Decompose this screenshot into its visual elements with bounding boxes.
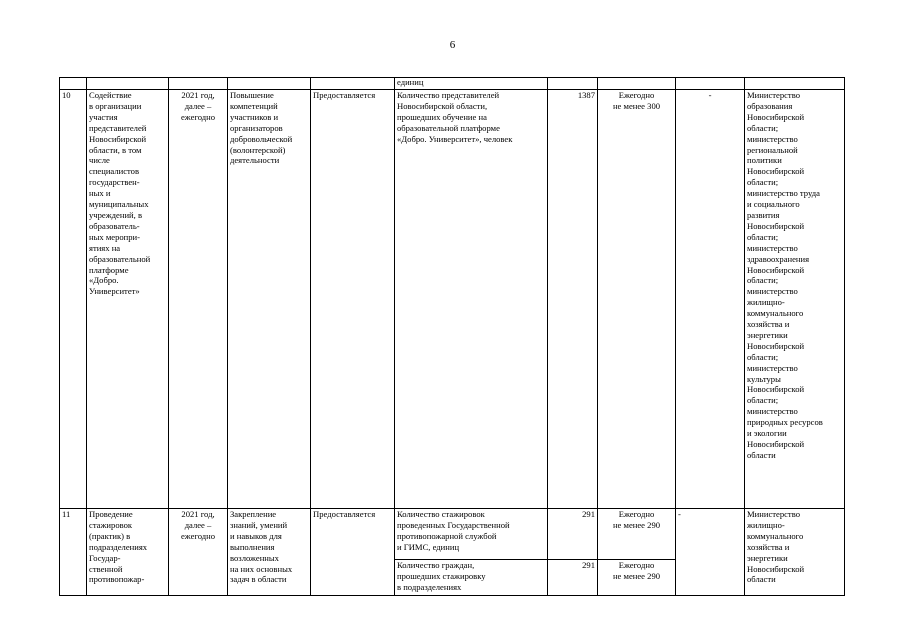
- cell-status: [311, 78, 395, 90]
- row-number: 11: [60, 509, 87, 596]
- carryover-text: единиц: [397, 77, 424, 87]
- measures-table: [59, 77, 845, 596]
- event-status: Предоставляется: [311, 509, 395, 596]
- indicator-plan: Ежегодно не менее 290: [598, 509, 676, 560]
- indicator-plan: Ежегодно не менее 300: [598, 90, 676, 509]
- page-number: 6: [449, 39, 456, 51]
- cell-executors: [745, 78, 845, 90]
- table-row-10: [60, 90, 845, 509]
- cell-value: [548, 78, 598, 90]
- indicator-name-2: Количество граждан, прошедших стажировку в подразделениях: [395, 560, 548, 596]
- event-goal: Повышение компетенций участников и организаторов добровольческой (волонтерской) деятельности: [228, 90, 311, 509]
- executors: Министерство образования Новосибирской области; министерство региональной политики Новосибирской области; министерство труда и социального развития Новосибирской области; министерство здравоохранения Новосибирской области; министерство жилищно- коммунального хозяйства и энергетики Новосибирской области; министерство культуры Новосибирской области; министерство природных ресурсов и экологии Новосибирской области: [745, 90, 845, 509]
- carryover-row: [60, 78, 845, 90]
- cell-note: [676, 78, 745, 90]
- indicator-value-2: 291: [548, 560, 598, 596]
- cell-event: [87, 78, 169, 90]
- cell-goal: [228, 78, 311, 90]
- indicator-value: 1387: [548, 90, 598, 509]
- event-period: 2021 год, далее – ежегодно: [169, 90, 228, 509]
- event-name: Проведение стажировок (практик) в подразделениях Государ- ственной противопожар-: [87, 509, 169, 596]
- row-number: 10: [60, 90, 87, 509]
- executors: Министерство жилищно- коммунального хозяйства и энергетики Новосибирской области: [745, 509, 845, 596]
- table-row-11: [60, 509, 845, 560]
- indicator-plan-2: Ежегодно не менее 290: [598, 560, 676, 596]
- event-period: 2021 год, далее – ежегодно: [169, 509, 228, 596]
- indicator-name: Количество представителей Новосибирской области, прошедших обучение на образовательной платформе «Добро. Университет», человек: [395, 90, 548, 509]
- indicator-note: -: [676, 90, 745, 509]
- event-status: Предоставляется: [311, 90, 395, 509]
- event-name: Содействие в организации участия представителей Новосибирской области, в том числе специалистов государствен- ных и муниципальных учреждений, в образователь- ных меропри- ятиях на образовательной платформе «Добро. Университет»: [87, 90, 169, 509]
- cell-plan: [598, 78, 676, 90]
- event-goal: Закрепление знаний, умений и навыков для выполнения возложенных на них основных задач в области: [228, 509, 311, 596]
- cell-indicator: [395, 78, 548, 90]
- indicator-value: 291: [548, 509, 598, 560]
- indicator-note: -: [676, 509, 745, 596]
- cell-num: [60, 78, 87, 90]
- indicator-name: Количество стажировок проведенных Государственной противопожарной службой и ГИМС, единиц: [395, 509, 548, 560]
- cell-period: [169, 78, 228, 90]
